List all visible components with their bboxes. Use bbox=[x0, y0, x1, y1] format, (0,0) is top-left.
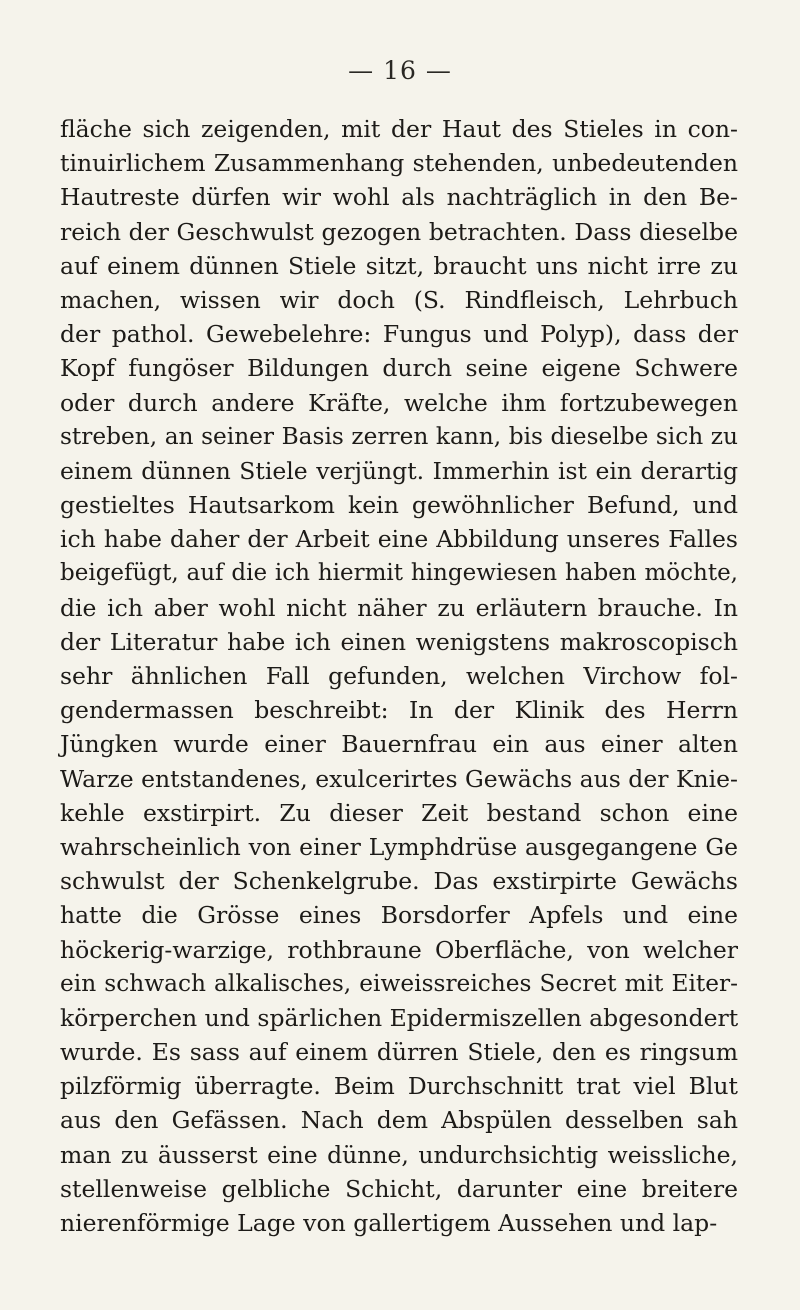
text-line: machen, wissen wir doch (S. Rindfleisch, Lehrbuch bbox=[60, 285, 738, 314]
text-line: aus den Gefässen. Nach dem Abspülen desselben sah bbox=[60, 1106, 738, 1135]
text-line: gendermassen beschreibt: In der Klinik des Herrn bbox=[60, 696, 738, 725]
text-line: kehle exstirpirt. Zu dieser Zeit bestand schon eine bbox=[60, 798, 738, 827]
text-line: der Literatur habe ich einen wenigstens makroscopisch bbox=[60, 627, 738, 656]
text-line: stellenweise gelbliche Schicht, darunter eine breitere bbox=[60, 1174, 738, 1203]
text-line: pilzförmig überragte. Beim Durchschnitt trat viel Blut bbox=[60, 1072, 738, 1101]
body-text bbox=[60, 112, 738, 1240]
text-line: reich der Geschwulst gezogen betrachten. Dass dieselbe bbox=[60, 217, 738, 246]
page-number: — 16 — bbox=[348, 56, 452, 85]
text-line: gestieltes Hautsarkom kein gewöhnlicher Befund, und bbox=[60, 491, 738, 520]
text-line: höckerig-warzige, rothbraune Oberfläche, von welcher bbox=[60, 935, 738, 964]
text-line: auf einem dünnen Stiele sitzt, braucht uns nicht irre zu bbox=[60, 251, 738, 280]
text-line: der pathol. Gewebelehre: Fungus und Polyp), dass der bbox=[60, 320, 738, 349]
text-line: Jüngken wurde einer Bauernfrau ein aus einer alten bbox=[60, 730, 738, 759]
text-line: einem dünnen Stiele verjüngt. Immerhin ist ein derartig bbox=[60, 456, 738, 485]
text-line: oder durch andere Kräfte, welche ihm fortzubewegen bbox=[60, 388, 738, 417]
text-line: Warze entstandenes, exulcerirtes Gewächs aus der Knie- bbox=[60, 764, 739, 793]
text-line: ich habe daher der Arbeit eine Abbildung unseres Falles bbox=[60, 525, 738, 554]
text-line: tinuirlichem Zusammenhang stehenden, unbedeutenden bbox=[60, 149, 738, 178]
text-line: körperchen und spärlichen Epidermiszellen abgesondert bbox=[60, 1003, 739, 1032]
text-line: fläche sich zeigenden, mit der Haut des Stieles in con- bbox=[60, 115, 738, 143]
text-line: wahrscheinlich von einer Lymphdrüse ausgegangene Ge bbox=[60, 832, 738, 861]
text-line: man zu äusserst eine dünne, undurchsichtig weissliche, bbox=[60, 1140, 738, 1169]
text-line: streben, an seiner Basis zerren kann, bis dieselbe sich zu bbox=[60, 422, 738, 450]
text-line: Hautreste dürfen wir wohl als nachträglich in den Be- bbox=[60, 183, 738, 212]
text-line: Kopf fungöser Bildungen durch seine eigene Schwere bbox=[60, 354, 738, 383]
text-line: nierenförmige Lage von gallertigem Aussehen und lap- bbox=[60, 1209, 718, 1237]
text-line: hatte die Grösse eines Borsdorfer Apfels und eine bbox=[60, 901, 738, 930]
text-line: wurde. Es sass auf einem dürren Stiele, den es ringsum bbox=[60, 1038, 738, 1067]
text-line: sehr ähnlichen Fall gefunden, welchen Virchow fol- bbox=[60, 662, 738, 690]
text-line: schwulst der Schenkelgrube. Das exstirpirte Gewächs bbox=[60, 867, 738, 896]
text-line: ein schwach alkalisches, eiweissreiches Secret mit Eiter- bbox=[60, 969, 738, 997]
text-line: die ich aber wohl nicht näher zu erläutern brauche. In bbox=[60, 593, 738, 622]
text-line: beigefügt, auf die ich hiermit hingewiesen haben möchte, bbox=[60, 560, 738, 587]
